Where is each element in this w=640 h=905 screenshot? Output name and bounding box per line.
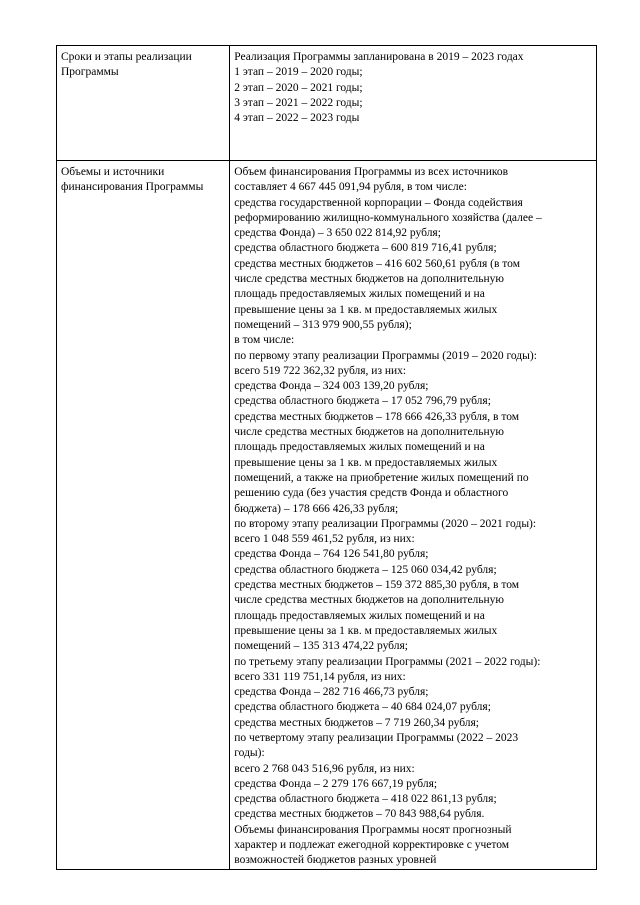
text-line: по второму этапу реализации Программы (2020 – 2021 годы): (234, 517, 537, 530)
terms-label-cell (57, 46, 230, 161)
text-line: всего 1 048 559 461,52 рубля, из них: (234, 533, 415, 546)
funding-label (61, 165, 225, 196)
table-row-funding (57, 161, 597, 870)
text-line: средства местных бюджетов – 178 666 426,33 рубля, в том (234, 410, 520, 423)
text-line: по первому этапу реализации Программы (2019 – 2020 годы): (234, 349, 537, 362)
text-line: помещений, а также на приобретение жилых помещений по (234, 471, 529, 484)
text-line: в том числе: (234, 334, 295, 347)
text-line: средства областного бюджета – 125 060 034,42 рубля; (234, 563, 497, 576)
text-line: средства областного бюджета – 40 684 024,07 рубля; (234, 701, 491, 714)
text-line: составляет 4 667 445 091,94 рубля, в том числе: (234, 181, 467, 194)
text-line: Сроки и этапы реализации (61, 51, 192, 63)
text-line: Объемы финансирования Программы носят прогнозный (234, 823, 512, 836)
text-line: числе средства местных бюджетов на дополнительную (234, 426, 505, 439)
text-line: 1 этап – 2019 – 2020 годы; (234, 66, 363, 79)
funding-value (234, 165, 592, 869)
text-line: средства областного бюджета – 17 052 796,79 рубля; (234, 395, 491, 408)
text-line: площадь предоставляемых жилых помещений и на (234, 288, 485, 301)
text-line: всего 519 722 362,32 рубля, из них: (234, 364, 407, 377)
text-line: средства местных бюджетов – 416 602 560,61 рубля (в том (234, 257, 520, 270)
program-passport-table (56, 45, 597, 870)
terms-value-cell (230, 46, 597, 161)
text-line: средства государственной корпорации – Фонда содействия (234, 196, 523, 209)
text-line: реформированию жилищно-коммунального хозяйства (далее – (234, 211, 542, 224)
text-line: превышение цены за 1 кв. м предоставляемых жилых (234, 456, 498, 469)
text-line: всего 2 768 043 516,96 рубля, из них: (234, 762, 415, 775)
text-line: 4 этап – 2022 – 2023 годы (234, 112, 360, 125)
text-line: 2 этап – 2020 – 2021 годы; (234, 81, 363, 94)
text-line: Программы (61, 66, 119, 79)
funding-label-cell (57, 161, 230, 870)
text-line: по четвертому этапу реализации Программы (2022 – 2023 (234, 731, 519, 744)
text-line: Объемы и источники (61, 166, 165, 178)
funding-value-cell (230, 161, 597, 870)
text-line: превышение цены за 1 кв. м предоставляемых жилых (234, 624, 498, 637)
text-line: Объем финансирования Программы из всех источников (234, 166, 509, 178)
text-line: средства Фонда – 324 003 139,20 рубля; (234, 380, 429, 393)
text-line: возможностей бюджетов разных уровней (234, 854, 437, 867)
text-line: средства областного бюджета – 418 022 861,13 рубля; (234, 793, 497, 806)
text-line: средства областного бюджета – 600 819 716,41 рубля; (234, 242, 497, 255)
text-line: финансирования Программы (61, 181, 204, 194)
text-line: превышение цены за 1 кв. м предоставляемых жилых (234, 303, 498, 316)
text-line: средства местных бюджетов – 7 719 260,34 рубля; (234, 716, 479, 729)
text-line: Реализация Программы запланирована в 2019 – 2023 годах (234, 51, 524, 63)
text-line: годы): (234, 747, 265, 760)
terms-value (234, 50, 592, 126)
text-line: помещений – 313 979 900,55 рубля); (234, 318, 412, 331)
text-line: средства Фонда – 282 716 466,73 рубля; (234, 686, 429, 699)
text-line: площадь предоставляемых жилых помещений и на (234, 441, 485, 454)
text-line: средства местных бюджетов – 70 843 988,64 рубля. (234, 808, 485, 821)
text-line: бюджета) – 178 666 426,33 рубля; (234, 502, 399, 515)
text-line: помещений – 135 313 474,22 рубля; (234, 640, 408, 653)
text-line: средства Фонда – 764 126 541,80 рубля; (234, 548, 429, 561)
text-line: средства Фонда – 2 279 176 667,19 рубля; (234, 777, 438, 790)
text-line: решению суда (без участия средств Фонда и областного (234, 487, 509, 500)
terms-label (61, 50, 225, 81)
table-row-terms (57, 46, 597, 161)
text-line: средства местных бюджетов – 159 372 885,30 рубля, в том (234, 579, 520, 592)
text-line: характер и подлежат ежегодной корректировке с учетом (234, 839, 510, 852)
text-line: 3 этап – 2021 – 2022 годы; (234, 96, 363, 109)
text-line: всего 331 119 751,14 рубля, из них: (234, 670, 406, 683)
text-line: средства Фонда) – 3 650 022 814,92 рубля; (234, 227, 441, 240)
text-line: по третьему этапу реализации Программы (2021 – 2022 годы): (234, 655, 541, 668)
text-line: площадь предоставляемых жилых помещений и на (234, 609, 485, 622)
text-line: числе средства местных бюджетов на дополнительную (234, 273, 505, 286)
text-line: числе средства местных бюджетов на дополнительную (234, 594, 505, 607)
